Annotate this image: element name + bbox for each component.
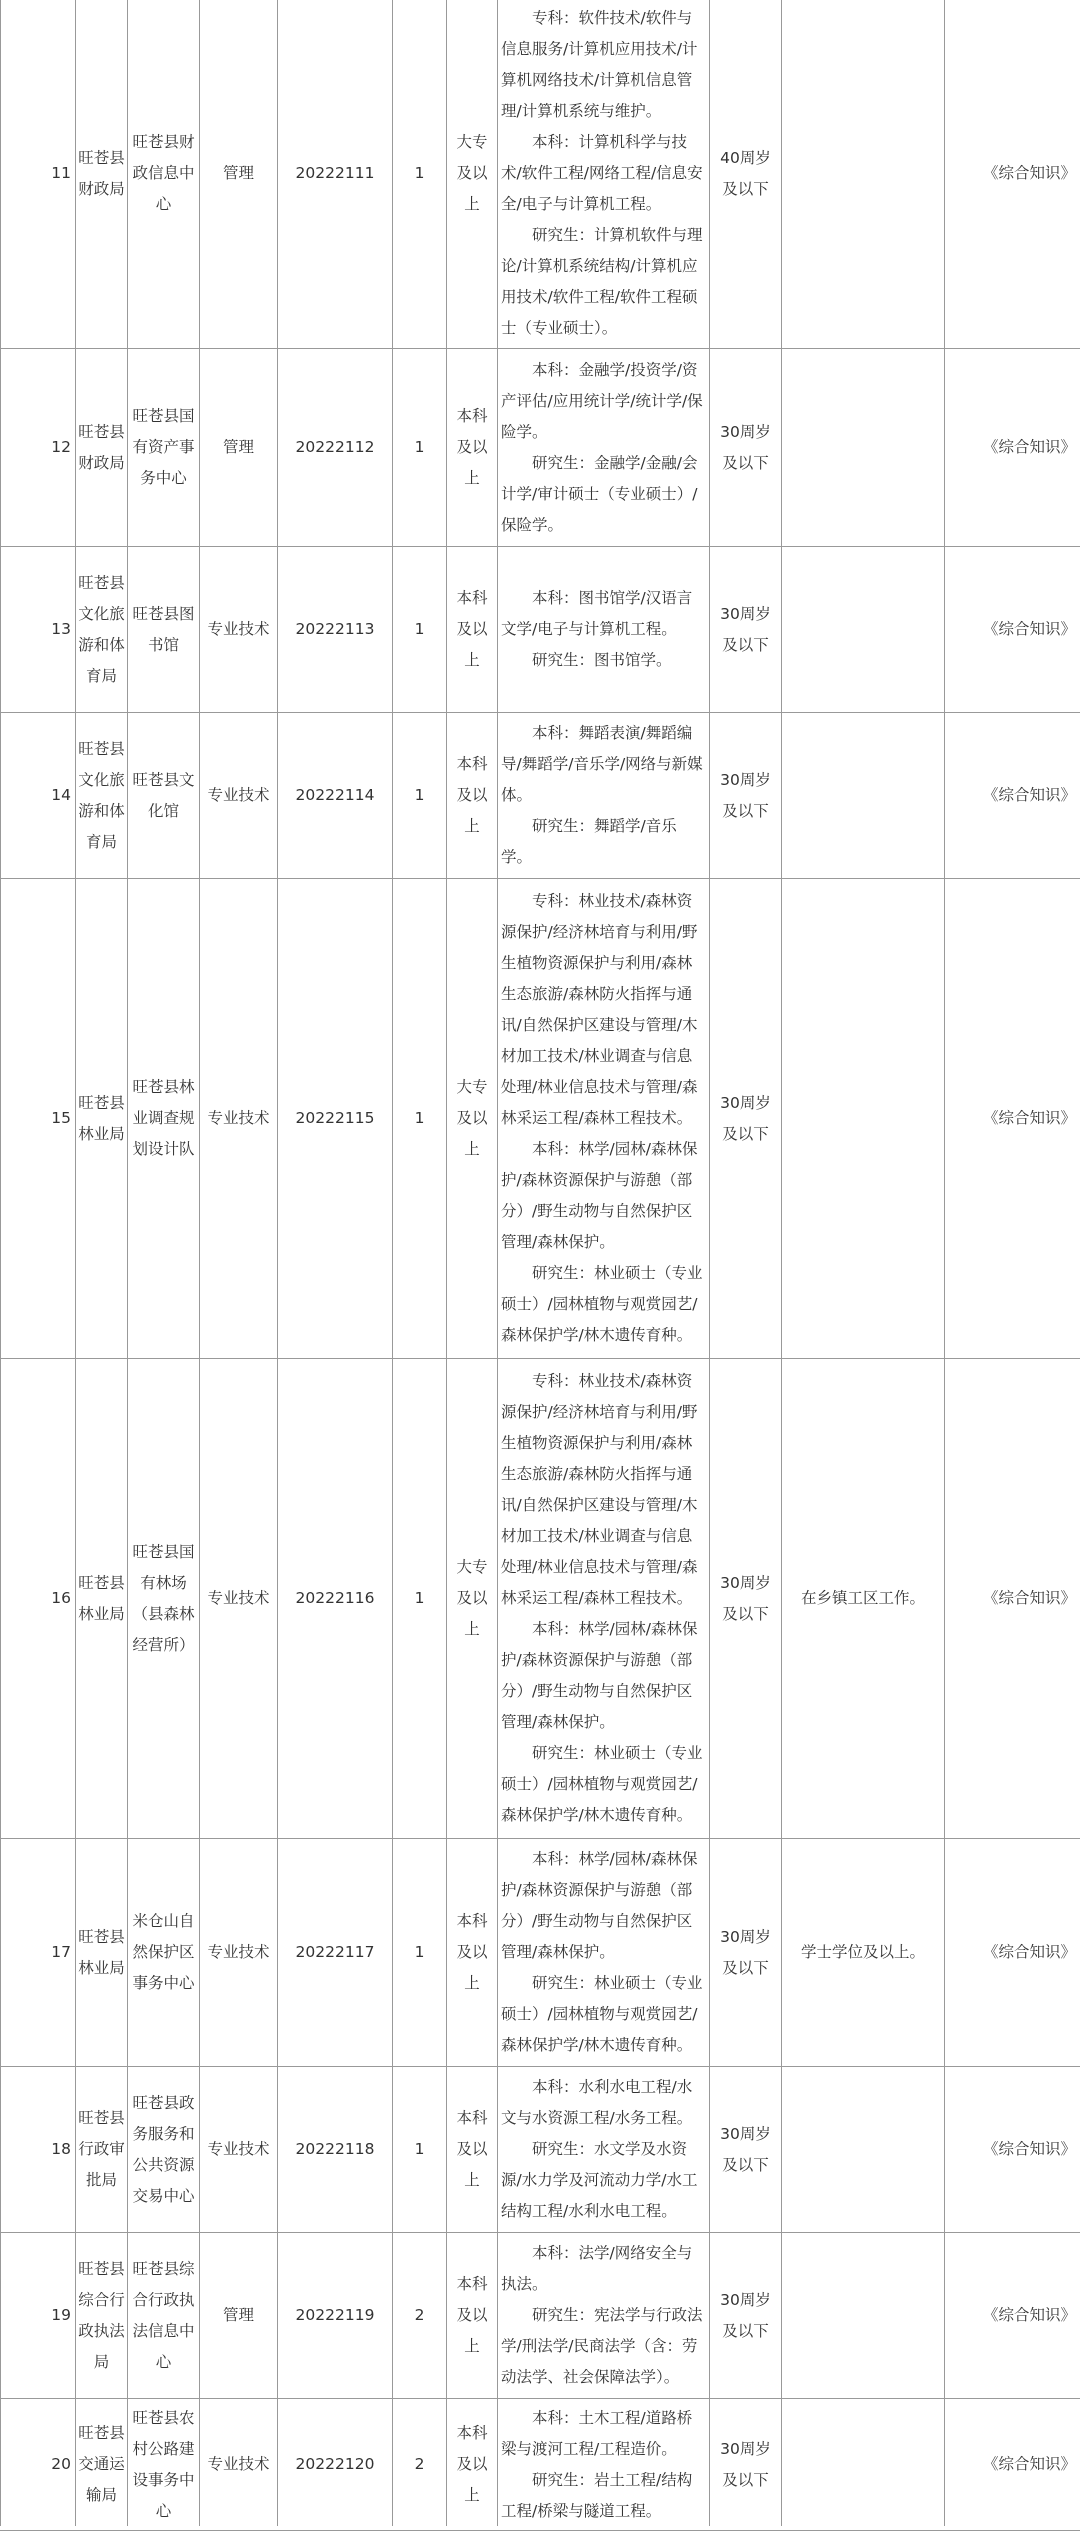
age-requirement: 30周岁及以下 <box>710 2067 782 2233</box>
age-requirement: 30周岁及以下 <box>710 349 782 547</box>
exam-subject: 《综合知识》 <box>945 2399 1080 2531</box>
unit-name: 旺苍县国有资产事务中心 <box>128 349 200 547</box>
unit-name: 旺苍县农村公路建设事务中心 <box>128 2399 200 2531</box>
major-paragraph: 研究生：岩土工程/结构工程/桥梁与隧道工程。 <box>501 2465 706 2527</box>
hire-count: 1 <box>393 713 447 879</box>
age-requirement: 30周岁及以下 <box>710 713 782 879</box>
education: 大专及以上 <box>447 0 498 349</box>
major-requirements <box>498 547 710 713</box>
other-conditions <box>782 713 945 879</box>
row-number: 18 <box>1 2067 76 2233</box>
education: 本科及以上 <box>447 2067 498 2233</box>
major-paragraph: 研究生：金融学/金融/会计学/审计硕士（专业硕士）/保险学。 <box>501 448 706 541</box>
department: 旺苍县文化旅游和体育局 <box>76 547 128 713</box>
table-row <box>1 2399 1080 2531</box>
table-row <box>1 879 1080 1359</box>
row-number: 19 <box>1 2233 76 2399</box>
age-requirement: 30周岁及以下 <box>710 879 782 1359</box>
education: 本科及以上 <box>447 349 498 547</box>
major-paragraph: 本科：林学/园林/森林保护/森林资源保护与游憩（部分）/野生动物与自然保护区管理/森林保护。 <box>501 1614 706 1738</box>
major-paragraph: 研究生：林业硕士（专业硕士）/园林植物与观赏园艺/森林保护学/林木遗传育种。 <box>501 1258 706 1351</box>
table-row <box>1 1839 1080 2067</box>
major-paragraph: 专科：林业技术/森林资源保护/经济林培育与利用/野生植物资源保护与利用/森林生态旅游/森林防火指挥与通讯/自然保护区建设与管理/木材加工技术/林业调查与信息处理/林业信息技术与管理/森林采运工程/森林工程技术。 <box>501 886 706 1134</box>
position-type: 管理 <box>200 349 278 547</box>
table-row <box>1 2233 1080 2399</box>
other-conditions <box>782 2233 945 2399</box>
hire-count: 1 <box>393 2067 447 2233</box>
table-row <box>1 1359 1080 1839</box>
unit-name: 旺苍县综合行政执法信息中心 <box>128 2233 200 2399</box>
department: 旺苍县财政局 <box>76 349 128 547</box>
age-requirement: 40周岁及以下 <box>710 0 782 349</box>
major-paragraph: 本科：水利水电工程/水文与水资源工程/水务工程。 <box>501 2072 706 2134</box>
position-type: 管理 <box>200 0 278 349</box>
education: 大专及以上 <box>447 1359 498 1839</box>
major-requirements <box>498 2233 710 2399</box>
exam-subject: 《综合知识》 <box>945 1359 1080 1839</box>
other-conditions <box>782 2399 945 2531</box>
position-code: 20222118 <box>278 2067 393 2233</box>
other-conditions: 学士学位及以上。 <box>782 1839 945 2067</box>
position-type: 专业技术 <box>200 2067 278 2233</box>
position-type: 管理 <box>200 2233 278 2399</box>
other-conditions <box>782 547 945 713</box>
position-code: 20222116 <box>278 1359 393 1839</box>
education: 大专及以上 <box>447 879 498 1359</box>
exam-subject: 《综合知识》 <box>945 879 1080 1359</box>
major-paragraph: 研究生：计算机软件与理论/计算机系统结构/计算机应用技术/软件工程/软件工程硕士（专业硕士）。 <box>501 220 706 344</box>
hire-count: 1 <box>393 1839 447 2067</box>
age-requirement: 30周岁及以下 <box>710 547 782 713</box>
major-paragraph: 专科：软件技术/软件与信息服务/计算机应用技术/计算机网络技术/计算机信息管理/计算机系统与维护。 <box>501 3 706 127</box>
position-code: 20222115 <box>278 879 393 1359</box>
row-number: 16 <box>1 1359 76 1839</box>
table-row <box>1 0 1080 349</box>
bottom-edge <box>0 2526 1080 2530</box>
exam-subject: 《综合知识》 <box>945 1839 1080 2067</box>
hire-count: 2 <box>393 2399 447 2531</box>
exam-subject: 《综合知识》 <box>945 349 1080 547</box>
major-requirements <box>498 2067 710 2233</box>
position-code: 20222120 <box>278 2399 393 2531</box>
unit-name: 旺苍县文化馆 <box>128 713 200 879</box>
other-conditions <box>782 0 945 349</box>
unit-name: 米仓山自然保护区事务中心 <box>128 1839 200 2067</box>
education: 本科及以上 <box>447 2399 498 2531</box>
position-code: 20222117 <box>278 1839 393 2067</box>
major-paragraph: 本科：舞蹈表演/舞蹈编导/舞蹈学/音乐学/网络与新媒体。 <box>501 718 706 811</box>
department: 旺苍县林业局 <box>76 1839 128 2067</box>
age-requirement: 30周岁及以下 <box>710 1839 782 2067</box>
exam-subject: 《综合知识》 <box>945 547 1080 713</box>
row-number: 15 <box>1 879 76 1359</box>
row-number: 11 <box>1 0 76 349</box>
hire-count: 1 <box>393 1359 447 1839</box>
table-row <box>1 713 1080 879</box>
major-paragraph: 专科：林业技术/森林资源保护/经济林培育与利用/野生植物资源保护与利用/森林生态旅游/森林防火指挥与通讯/自然保护区建设与管理/木材加工技术/林业调查与信息处理/林业信息技术与管理/森林采运工程/森林工程技术。 <box>501 1366 706 1614</box>
major-paragraph: 研究生：林业硕士（专业硕士）/园林植物与观赏园艺/森林保护学/林木遗传育种。 <box>501 1738 706 1831</box>
hire-count: 1 <box>393 879 447 1359</box>
other-conditions: 在乡镇工区工作。 <box>782 1359 945 1839</box>
department: 旺苍县林业局 <box>76 879 128 1359</box>
major-paragraph: 研究生：舞蹈学/音乐学。 <box>501 811 706 873</box>
major-paragraph: 研究生：图书馆学。 <box>501 645 706 676</box>
department: 旺苍县林业局 <box>76 1359 128 1839</box>
other-conditions <box>782 349 945 547</box>
major-paragraph: 本科：金融学/投资学/资产评估/应用统计学/统计学/保险学。 <box>501 355 706 448</box>
major-requirements <box>498 879 710 1359</box>
row-number: 14 <box>1 713 76 879</box>
major-paragraph: 研究生：林业硕士（专业硕士）/园林植物与观赏园艺/森林保护学/林木遗传育种。 <box>501 1968 706 2061</box>
position-code: 20222111 <box>278 0 393 349</box>
hire-count: 1 <box>393 0 447 349</box>
major-requirements <box>498 1359 710 1839</box>
age-requirement: 30周岁及以下 <box>710 1359 782 1839</box>
table-row <box>1 349 1080 547</box>
department: 旺苍县文化旅游和体育局 <box>76 713 128 879</box>
department: 旺苍县行政审批局 <box>76 2067 128 2233</box>
major-requirements <box>498 713 710 879</box>
department: 旺苍县综合行政执法局 <box>76 2233 128 2399</box>
position-type: 专业技术 <box>200 1839 278 2067</box>
unit-name: 旺苍县财政信息中心 <box>128 0 200 349</box>
hire-count: 1 <box>393 547 447 713</box>
row-number: 12 <box>1 349 76 547</box>
major-paragraph: 研究生：水文学及水资源/水力学及河流动力学/水工结构工程/水利水电工程。 <box>501 2134 706 2227</box>
row-number: 17 <box>1 1839 76 2067</box>
position-code: 20222114 <box>278 713 393 879</box>
unit-name: 旺苍县图书馆 <box>128 547 200 713</box>
table-row <box>1 2067 1080 2233</box>
major-requirements <box>498 0 710 349</box>
position-type: 专业技术 <box>200 879 278 1359</box>
unit-name: 旺苍县国有林场（县森林经营所） <box>128 1359 200 1839</box>
position-type: 专业技术 <box>200 713 278 879</box>
exam-subject: 《综合知识》 <box>945 713 1080 879</box>
position-type: 专业技术 <box>200 2399 278 2531</box>
hire-count: 2 <box>393 2233 447 2399</box>
major-requirements <box>498 2399 710 2531</box>
age-requirement: 30周岁及以下 <box>710 2399 782 2531</box>
position-type: 专业技术 <box>200 1359 278 1839</box>
education: 本科及以上 <box>447 547 498 713</box>
department: 旺苍县财政局 <box>76 0 128 349</box>
age-requirement: 30周岁及以下 <box>710 2233 782 2399</box>
education: 本科及以上 <box>447 1839 498 2067</box>
row-number: 13 <box>1 547 76 713</box>
exam-subject: 《综合知识》 <box>945 2233 1080 2399</box>
other-conditions <box>782 2067 945 2233</box>
position-code: 20222112 <box>278 349 393 547</box>
education: 本科及以上 <box>447 2233 498 2399</box>
unit-name: 旺苍县林业调查规划设计队 <box>128 879 200 1359</box>
major-requirements <box>498 349 710 547</box>
major-paragraph: 本科：林学/园林/森林保护/森林资源保护与游憩（部分）/野生动物与自然保护区管理/森林保护。 <box>501 1844 706 1968</box>
position-type: 专业技术 <box>200 547 278 713</box>
position-code: 20222113 <box>278 547 393 713</box>
education: 本科及以上 <box>447 713 498 879</box>
department: 旺苍县交通运输局 <box>76 2399 128 2531</box>
position-code: 20222119 <box>278 2233 393 2399</box>
table-row <box>1 547 1080 713</box>
major-requirements <box>498 1839 710 2067</box>
major-paragraph: 本科：计算机科学与技术/软件工程/网络工程/信息安全/电子与计算机工程。 <box>501 127 706 220</box>
exam-subject: 《综合知识》 <box>945 2067 1080 2233</box>
unit-name: 旺苍县政务服务和公共资源交易中心 <box>128 2067 200 2233</box>
other-conditions <box>782 879 945 1359</box>
major-paragraph: 本科：林学/园林/森林保护/森林资源保护与游憩（部分）/野生动物与自然保护区管理/森林保护。 <box>501 1134 706 1258</box>
hire-count: 1 <box>393 349 447 547</box>
major-paragraph: 本科：法学/网络安全与执法。 <box>501 2238 706 2300</box>
major-paragraph: 本科：图书馆学/汉语言文学/电子与计算机工程。 <box>501 583 706 645</box>
exam-subject: 《综合知识》 <box>945 0 1080 349</box>
major-paragraph: 研究生：宪法学与行政法学/刑法学/民商法学（含：劳动法学、社会保障法学）。 <box>501 2300 706 2393</box>
major-paragraph: 本科：土木工程/道路桥梁与渡河工程/工程造价。 <box>501 2403 706 2465</box>
row-number: 20 <box>1 2399 76 2531</box>
